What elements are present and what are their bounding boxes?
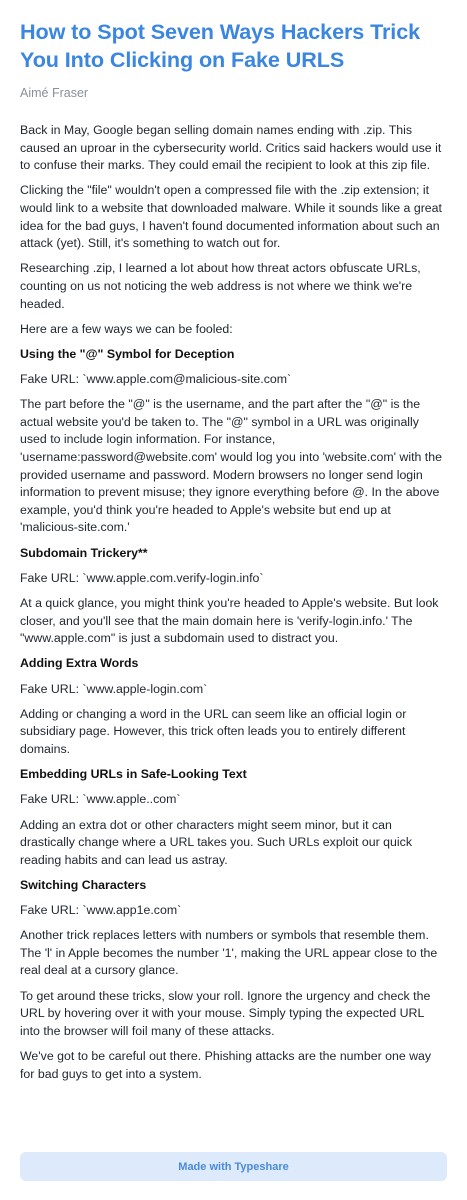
paragraph-intro-2: Clicking the "file" wouldn't open a compressed file with the .zip extension; it would link to a website that downloaded malware. While it sounds like a great idea for the bad guys, I haven't found documented information about such an attack (yet). Still, it's something to watch out for.	[20, 183, 442, 251]
paragraph-intro-4: Here are a few ways we can be fooled:	[20, 321, 233, 336]
fake-url-switching: Fake URL: `www.app1e.com`	[20, 903, 182, 918]
fake-url-subdomain: Fake URL: `www.apple.com.verify-login.info`	[20, 570, 264, 585]
section-body-extra-words: Adding or changing a word in the URL can seem like an official login or subsidiary page. However, this trick often leads you to entirely different domains.	[20, 706, 407, 756]
section-heading-at-symbol: Using the "@" Symbol for Deception	[20, 346, 235, 361]
section-heading-extra-words: Adding Extra Words	[20, 656, 139, 671]
article-body	[20, 122, 447, 1083]
fake-url-embedding: Fake URL: `www.apple..com`	[20, 792, 181, 807]
section-body-at-symbol: The part before the "@" is the username, and the part after the "@" is the actual website you'd be taken to. The "@" symbol in a URL was originally used to include login information. For instance, 'username:password@website.com' would log you into 'website.com' with the provided username and password. Modern browsers no longer send login information to prevent misuse; they ignore everything before @. In the above example, you'd think you're headed to Apple's website but end up at 'malicious-site.com.'	[20, 397, 442, 535]
article-title: How to Spot Seven Ways Hackers Trick You Into Clicking on Fake URLS	[20, 19, 421, 72]
paragraph-closing-2: We've got to be careful out there. Phishing attacks are the number one way for bad guys to get into a system.	[20, 1049, 432, 1081]
paragraph-closing-1: To get around these tricks, slow your roll. Ignore the urgency and check the URL by hovering over it with your mouse. Simply typing the expected URL into the browser will foil many of these attacks.	[20, 988, 431, 1038]
fake-url-at-symbol: Fake URL: `www.apple.com@malicious-site.com`	[20, 372, 292, 387]
section-heading-subdomain: Subdomain Trickery**	[20, 545, 148, 560]
section-body-switching: Another trick replaces letters with numbers or symbols that resemble them. The 'l' in Apple becomes the number '1', making the URL appear close to the real deal at a cursory glance.	[20, 928, 438, 978]
made-with-typeshare-badge[interactable]: Made with Typeshare	[20, 1152, 447, 1181]
fake-url-extra-words: Fake URL: `www.apple-login.com`	[20, 681, 208, 696]
section-body-subdomain: At a quick glance, you might think you're headed to Apple's website. But look closer, and you'll see that the main domain here is 'verify-login.info.' The "www.apple.com" is just a subdomain used to distract you.	[20, 596, 439, 646]
section-body-embedding: Adding an extra dot or other characters might seem minor, but it can drastically change where a URL takes you. Such URLs exploit our quick reading habits and can lead us astray.	[20, 817, 412, 867]
author-name: Aimé Fraser	[20, 86, 89, 100]
section-heading-switching: Switching Characters	[20, 877, 147, 892]
section-heading-embedding: Embedding URLs in Safe-Looking Text	[20, 767, 247, 782]
paragraph-intro-3: Researching .zip, I learned a lot about how threat actors obfuscate URLs, counting on us not noticing the web address is not where we think we're headed.	[20, 261, 421, 311]
paragraph-intro-1: Back in May, Google began selling domain names ending with .zip. This caused an uproar in the cybersecurity world. Critics said hackers would use it to confuse their marks. They could email the recipient to look at this zip file.	[20, 123, 442, 173]
